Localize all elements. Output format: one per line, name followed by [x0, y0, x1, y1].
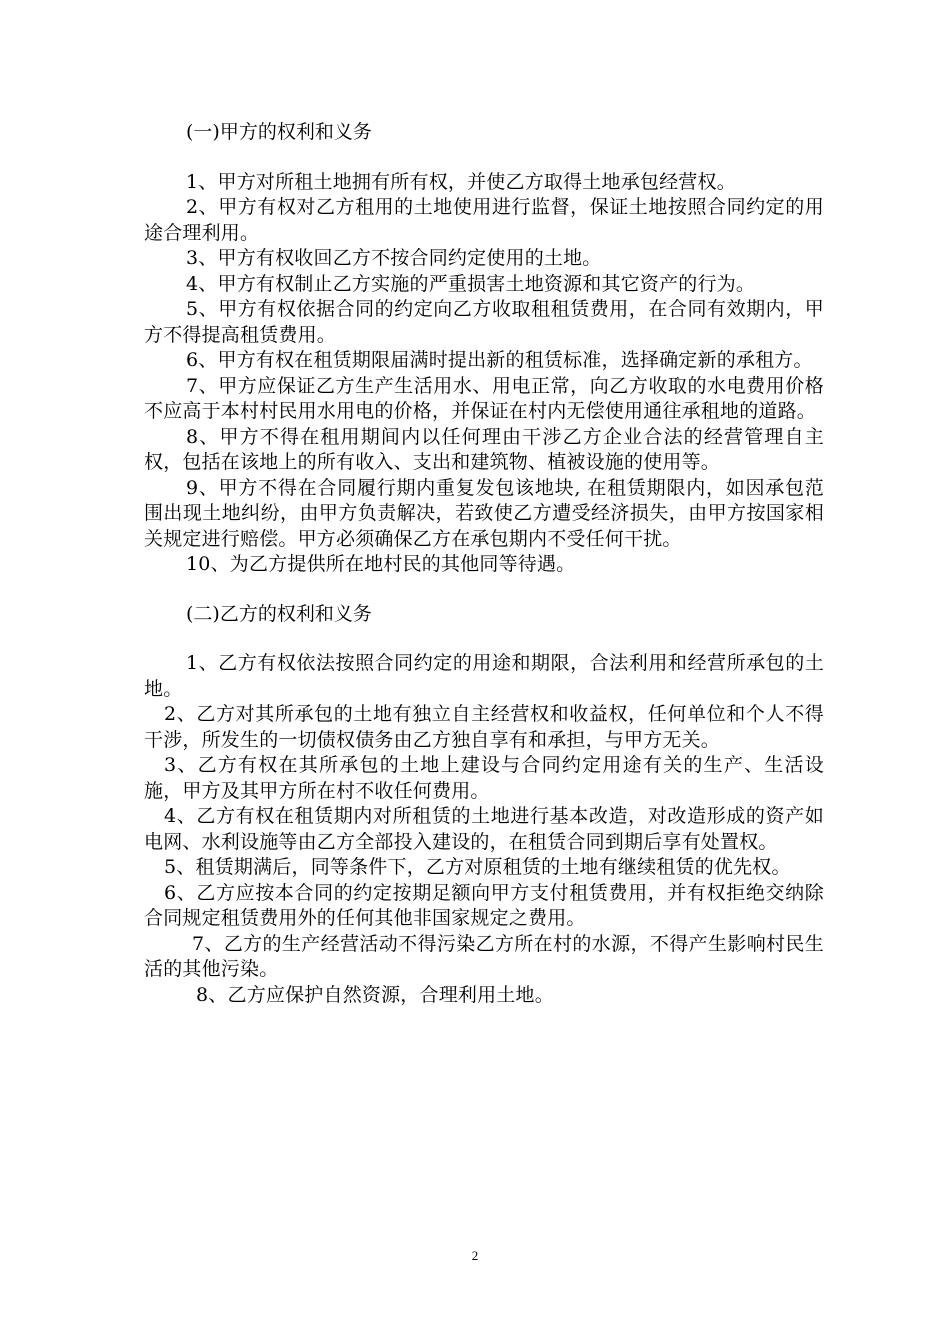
party-b-clause-2: 2、乙方对其所承包的土地有独立自主经营权和收益权，任何单位和个人不得干涉，所发生的一切债权债务由乙方独自享有和承担，与甲方无关。 — [144, 703, 824, 751]
party-b-clause-5: 5、租赁期满后，同等条件下，乙方对原租赁的土地有继续租赁的优先权。 — [164, 856, 791, 878]
party-a-clause-6: 6、甲方有权在租赁期限届满时提出新的租赁标准，选择确定新的承租方。 — [186, 349, 813, 371]
party-a-clause-5: 5、甲方有权依据合同的约定向乙方收取租租赁费用，在合同有效期内，甲方不得提高租赁费用。 — [144, 298, 824, 346]
party-a-clause-7: 7、甲方应保证乙方生产生活用水、用电正常，向乙方收取的水电费用价格不应高于本村村民用水用电的价格，并保证在村内无偿使用通往承租地的道路。 — [144, 374, 824, 422]
party-b-clause-4: 4、乙方有权在租赁期内对所租赁的土地进行基本改造，对改造形成的资产如电网、水利设施等由乙方全部投入建设的，在租赁合同到期后享有处置权。 — [144, 805, 824, 853]
party-a-clause-9: 9、甲方不得在合同履行期内重复发包该地块, 在租赁期限内，如因承包范围出现土地纠纷，由甲方负责解决，若致使乙方遭受经济损失，由甲方按国家相关规定进行赔偿。甲方必须确保乙方在承包期内不受任何干扰。 — [144, 476, 824, 550]
page-number: 2 — [471, 1248, 479, 1263]
party-b-clause-7: 7、乙方的生产经营活动不得污染乙方所在村的水源，不得产生影响村民生活的其他污染。 — [144, 932, 824, 980]
party-b-clause-6: 6、乙方应按本合同的约定按期足额向甲方支付租赁费用，并有权拒绝交纳除合同规定租赁费用外的任何其他非国家规定之费用。 — [144, 881, 824, 929]
party-a-clause-8: 8、甲方不得在租用期间内以任何理由干涉乙方企业合法的经营管理自主权，包括在该地上的所有收入、支出和建筑物、植被设施的使用等。 — [144, 425, 824, 473]
section-heading-party-a: (一)甲方的权利和义务 — [186, 121, 372, 143]
party-b-clause-1: 1、乙方有权依法按照合同约定的用途和期限，合法利用和经营所承包的土地。 — [144, 652, 824, 700]
party-a-clause-2: 2、甲方有权对乙方租用的土地使用进行监督，保证土地按照合同约定的用途合理利用。 — [144, 196, 824, 244]
party-a-clause-3: 3、甲方有权收回乙方不按合同约定使用的土地。 — [186, 247, 602, 269]
party-b-clause-8: 8、乙方应保护自然资源，合理利用土地。 — [196, 983, 554, 1006]
party-a-clause-1: 1、甲方对所租土地拥有所有权，并使乙方取得土地承包经营权。 — [186, 170, 736, 193]
party-a-clause-10: 10、为乙方提供所在地村民的其他同等待遇。 — [186, 553, 576, 575]
section-heading-party-b: (二)乙方的权利和义务 — [186, 602, 372, 625]
party-b-clause-3: 3、乙方有权在其所承包的土地上建设与合同约定用途有关的生产、生活设施，甲方及其甲方所在村不收任何费用。 — [144, 754, 824, 802]
party-a-clause-4: 4、甲方有权制止乙方实施的严重损害土地资源和其它资产的行为。 — [186, 272, 756, 295]
document-body — [144, 120, 824, 1008]
